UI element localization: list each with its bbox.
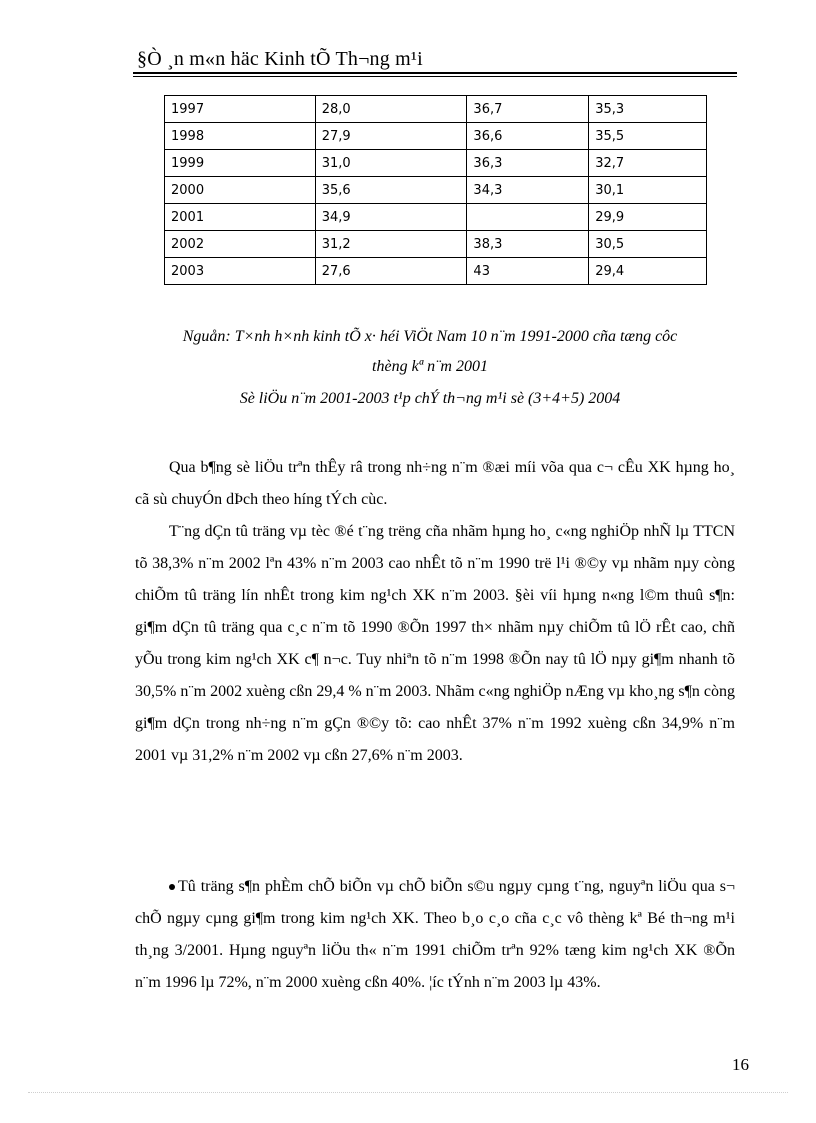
table-cell: 38,3: [467, 231, 589, 258]
table-cell: 29,9: [589, 204, 707, 231]
source-line-1: Nguån: T×nh h×nh kinh tÕ x· héi ViÖt Nam 10 n¨m 1991-2000 cña tæng côc: [182, 328, 678, 345]
document-header-title: §Ò ¸n m«n häc Kinh tÕ Th¬ng m¹i: [137, 48, 423, 70]
table-row: [165, 150, 707, 177]
table-cell: 30,5: [589, 231, 707, 258]
page-number: 16: [732, 1055, 749, 1074]
table-cell: 1999: [165, 150, 316, 177]
bullet-icon: [169, 884, 175, 890]
table-cell: 2001: [165, 204, 316, 231]
table-row: [165, 258, 707, 285]
table-cell: 36,3: [467, 150, 589, 177]
header-rule-thick: [133, 72, 737, 74]
table-cell: 36,6: [467, 123, 589, 150]
source-line-3: Sè liÖu n¨m 2001-2003 t¹p chÝ th¬ng m¹i sè (3+4+5) 2004: [239, 390, 621, 407]
table-cell: 29,4: [589, 258, 707, 285]
table-cell: 1997: [165, 96, 316, 123]
bullet-paragraph: [135, 871, 735, 999]
paragraph-2: T¨ng dÇn tû träng vµ tèc ®é t¨ng trëng cña nhãm hµng ho¸ c«ng nghiÖp nhÑ lµ TTCN tõ 38,3% n¨m 2002 lªn 43% n¨m 2003 cao nhÊt tõ n¨m 1990 trë l¹i ®©y vµ nhãm nµy còng chiÕm tû träng lín nhÊt trong kim ng¹ch XK n¨m 2003. §èi víi hµng n«ng l©m thuû s¶n: gi¶m dÇn tû träng qua c¸c n¨m tõ 1990 ®Õn 1997 th× nhãm nµy chiÕm tû lÖ rÊt cao, chñ yÕu trong kim ng¹ch XK c¶ n¬c. Tuy nhiªn tõ n¨m 1998 ®Õn nay tû lÖ nµy gi¶m nhanh tõ 30,5% n¨m 2002 xuèng cßn 29,4 % n¨m 2003. Nhãm c«ng nghiÖp nÆng vµ kho¸ng s¶n còng gi¶m dÇn trong nh÷ng n¨m gÇn ®©y tõ: cao nhÊt 37% n¨m 1992 xuèng cßn 34,9% n¨m 2001 vµ 31,2% n¨m 2002 vµ cßn 27,6% n¨m 2003.: [135, 523, 735, 764]
table-cell: 34,9: [315, 204, 467, 231]
table-cell: 34,3: [467, 177, 589, 204]
table-cell: [467, 204, 589, 231]
table-cell: 31,0: [315, 150, 467, 177]
table-row: [165, 177, 707, 204]
table-row: [165, 123, 707, 150]
table-cell: 35,5: [589, 123, 707, 150]
table-row: [165, 96, 707, 123]
table-cell: 27,6: [315, 258, 467, 285]
table-cell: 30,1: [589, 177, 707, 204]
paragraph-1: Qua b¶ng sè liÖu trªn thÊy râ trong nh÷ng n¨m ®æi míi võa qua c¬ cÊu XK hµng ho¸ cã sù chuyÓn dÞch theo híng tÝch cùc.: [135, 459, 735, 508]
footer-divider: [28, 1092, 788, 1093]
table-cell: 36,7: [467, 96, 589, 123]
table-cell: 31,2: [315, 231, 467, 258]
table-cell: 32,7: [589, 150, 707, 177]
table-cell: 28,0: [315, 96, 467, 123]
table-row: [165, 204, 707, 231]
table-cell: 1998: [165, 123, 316, 150]
table-cell: 2000: [165, 177, 316, 204]
paragraph-3: Tû träng s¶n phÈm chÕ biÕn vµ chÕ biÕn s©u ngµy cµng t¨ng, nguyªn liÖu qua s¬ chÕ ngµy cµng gi¶m trong kim ng¹ch XK. Theo b¸o c¸o cña c¸c vô thèng kª Bé th¬ng m¹i th¸ng 3/2001. Hµng nguyªn liÖu th« n¨m 1991 chiÕm trªn 92% tæng kim ng¹ch XK ®Õn n¨m 1996 lµ 72%, n¨m 2000 xuèng cßn 40%. ¦íc tÝnh n¨m 2003 lµ 43%.: [135, 878, 735, 991]
table-cell: 43: [467, 258, 589, 285]
table-cell: 35,3: [589, 96, 707, 123]
table-cell: 27,9: [315, 123, 467, 150]
table-row: [165, 231, 707, 258]
table-cell: 2003: [165, 258, 316, 285]
source-line-2: thèng kª n¨m 2001: [372, 358, 488, 375]
table-cell: 35,6: [315, 177, 467, 204]
export-structure-table: [164, 95, 707, 285]
body-text: [135, 452, 735, 772]
table-cell: 2002: [165, 231, 316, 258]
header-rule-thin: [133, 76, 737, 77]
